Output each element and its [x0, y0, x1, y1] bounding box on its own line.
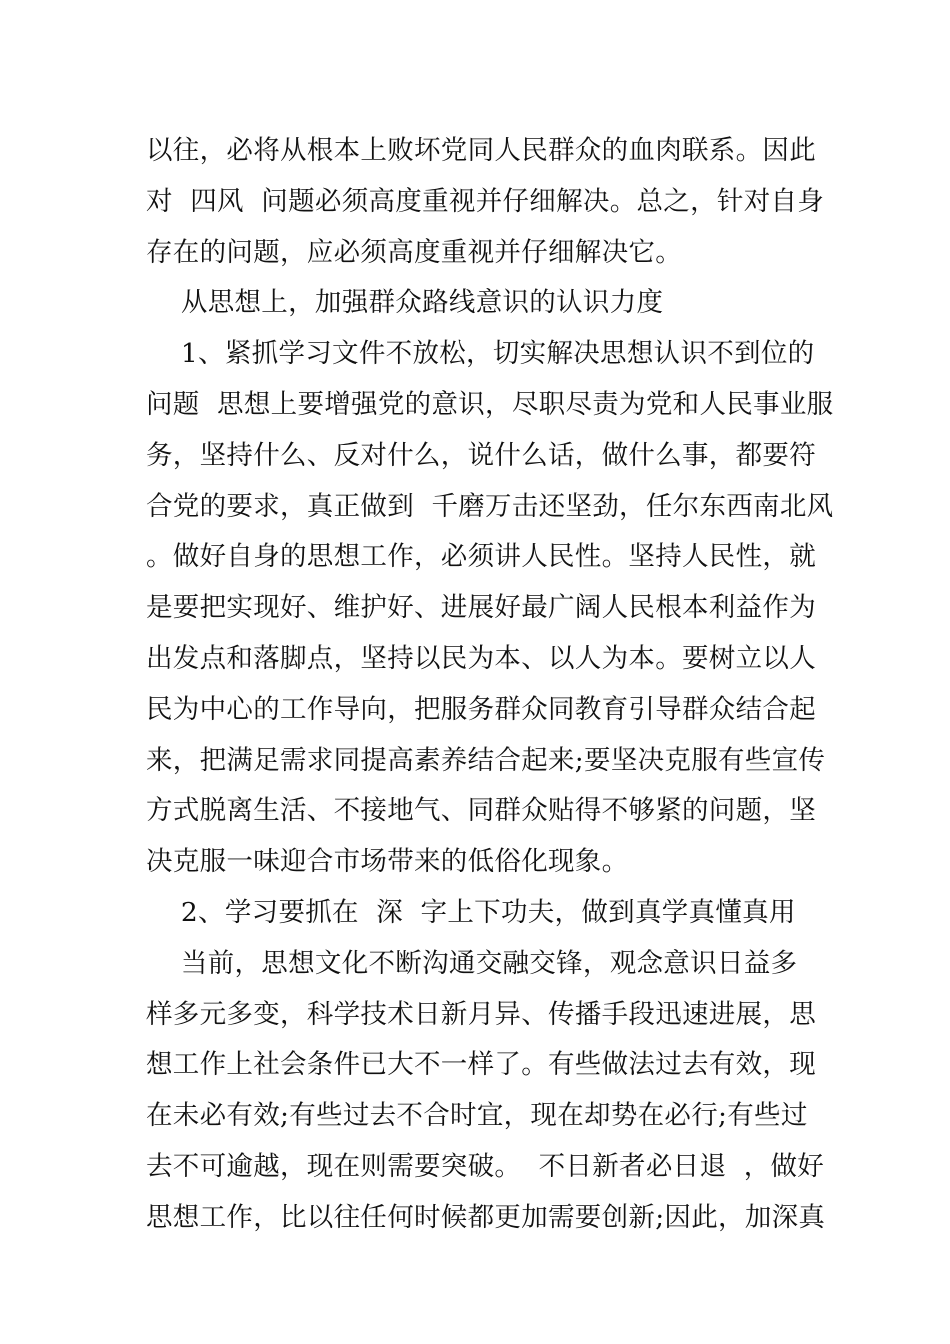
text-line: 决克服一味迎合市场带来的低俗化现象。 [146, 846, 629, 878]
text-line: 务，坚持什么、反对什么，说什么话，做什么事，都要符 [146, 439, 816, 471]
text-line: 来，把满足需求同提高素养结合起来;要坚决克服有些宣传 [146, 744, 826, 776]
body-text [146, 126, 834, 1244]
text-line: 方式脱离生活、不接地气、同群众贴得不够紧的问题，坚 [146, 795, 816, 827]
text-line: 对 四风 问题必须高度重视并仔细解决。总之，针对自身 [146, 185, 825, 217]
text-line: 去不可逾越，现在则需要突破。 不日新者必日退 ，做好 [146, 1150, 825, 1182]
text-line: 在未必有效;有些过去不合时宜，现在却势在必行;有些过 [146, 1100, 808, 1132]
text-line: 问题 思想上要增强党的意识，尽职尽责为党和人民事业服 [146, 388, 834, 420]
text-line: 样多元多变，科学技术日新月异、传播手段迅速进展，思 [146, 998, 816, 1030]
text-line: 以往，必将从根本上败坏党同人民群众的血肉联系。因此 [146, 135, 816, 166]
text-line: 合党的要求，真正做到 千磨万击还坚劲，任尔东西南北风 [146, 490, 834, 522]
text-line: 民为中心的工作导向，把服务群众同教育引导群众结合起 [146, 693, 816, 725]
text-line: 出发点和落脚点，坚持以民为本、以人为本。要树立以人 [146, 642, 816, 674]
section-heading: 2、学习要抓在 深 字上下功夫，做到真学真懂真用 [146, 896, 796, 928]
text-line: 1、紧抓学习文件不放松，切实解决思想认识不到位的 [146, 338, 815, 370]
text-line: 当前，思想文化不断沟通交融交锋，观念意识日益多 [146, 947, 798, 979]
text-line: 想工作上社会条件已大不一样了。有些做法过去有效，现 [146, 1049, 816, 1081]
text-line: 思想工作，比以往任何时候都更加需要创新;因此，加深真 [146, 1201, 826, 1233]
text-line: 。做好自身的思想工作，必须讲人民性。坚持人民性，就 [146, 541, 816, 573]
text-line: 是要把实现好、维护好、进展好最广阔人民根本利益作为 [146, 592, 816, 624]
section-heading: 从思想上，加强群众路线意识的认识力度 [146, 287, 664, 319]
text-line: 存在的问题，应必须高度重视并仔细解决它。 [146, 236, 682, 268]
